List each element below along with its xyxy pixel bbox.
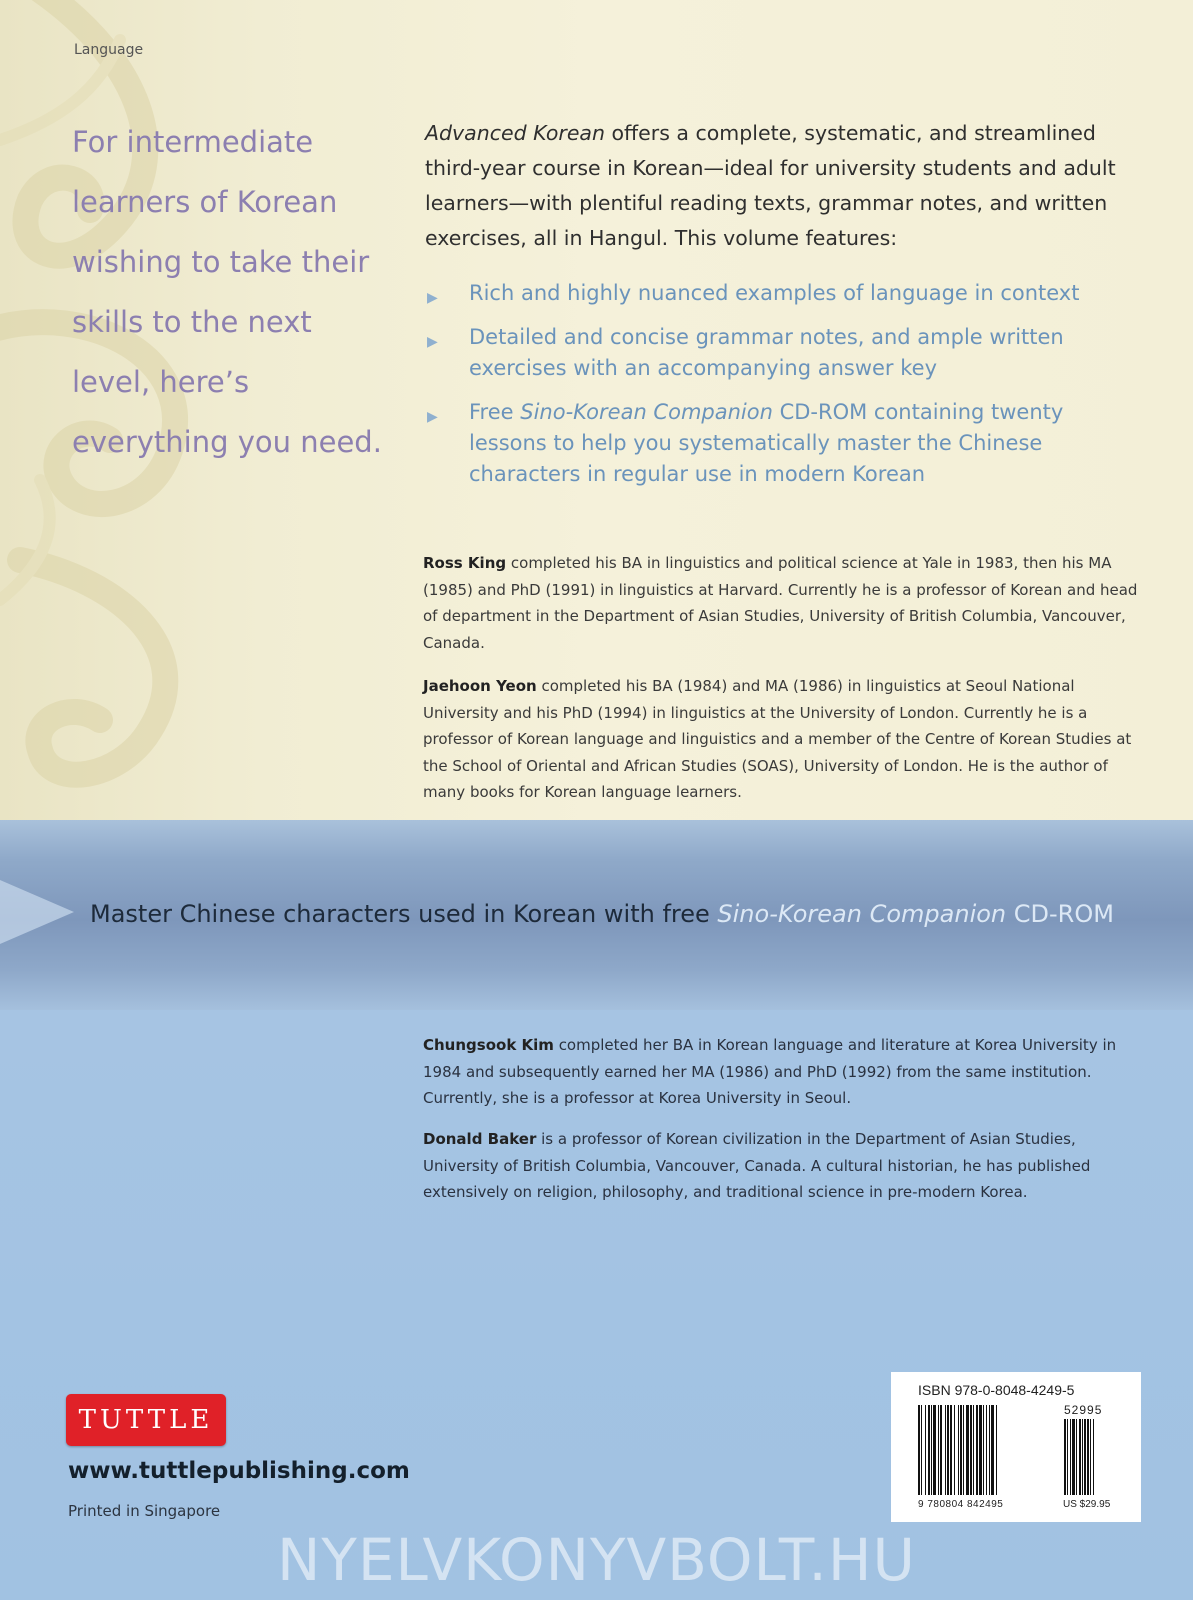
author-bio xyxy=(423,550,1143,656)
author-name: Ross King xyxy=(423,554,507,572)
barcode-bar xyxy=(918,1405,920,1495)
barcode-bar xyxy=(954,1405,955,1495)
intro-text: offers a complete, systematic, and streamlined third-year course in Korean—ideal for university students and adult learners—with plentiful reading texts, grammar notes, and written exercises, all in Hangul. This volume features: xyxy=(425,121,1116,250)
barcode-bar xyxy=(928,1405,930,1495)
intro-paragraph xyxy=(425,116,1135,256)
author-bio xyxy=(423,1126,1143,1206)
triangle-bullet-icon: ▶ xyxy=(427,334,438,350)
feature-text: Free xyxy=(469,400,521,424)
publisher-website[interactable]: www.tuttlepublishing.com xyxy=(68,1458,410,1484)
tagline: For intermediate learners of Korean wishing to take their skills to the next level, here’s everything you need. xyxy=(72,125,382,459)
author-name: Chungsook Kim xyxy=(423,1036,554,1054)
barcode-bar xyxy=(1082,1419,1083,1495)
printed-in: Printed in Singapore xyxy=(68,1502,221,1520)
banner-arrow-icon xyxy=(0,880,74,944)
banner-highlight: CD-ROM xyxy=(1006,900,1114,928)
barcode-bar xyxy=(950,1405,952,1495)
author-name: Donald Baker xyxy=(423,1130,537,1148)
barcode-addon-number: 52995 xyxy=(1064,1403,1103,1417)
price: US $29.95 xyxy=(1063,1499,1111,1510)
barcode-digits: 9 780804 842495 xyxy=(918,1499,1004,1510)
triangle-bullet-icon: ▶ xyxy=(427,290,438,306)
barcode-bar xyxy=(1070,1419,1071,1495)
barcode-bar xyxy=(940,1405,942,1495)
barcode-bar xyxy=(983,1405,984,1495)
barcode-bar xyxy=(1079,1419,1081,1495)
barcode-bar xyxy=(958,1405,959,1495)
barcode-bar xyxy=(960,1405,962,1495)
author-bio-text: completed his BA (1984) and MA (1986) in linguistics at Seoul National University and his PhD (1994) in linguistics at the University of London. Currently he is a professor of Korean language and linguistics and a member of the Centre of Korean Studies at the School of Oriental and African Studies (SOAS), University of London. He is the author of many books for Korean language learners. xyxy=(423,677,1132,801)
feature-emphasis: Sino-Korean Companion xyxy=(520,400,773,424)
feature-item xyxy=(425,278,1135,309)
barcode-bar xyxy=(976,1405,978,1495)
book-title: Advanced Korean xyxy=(425,121,605,145)
barcode-bar xyxy=(1084,1419,1086,1495)
barcode-bar xyxy=(933,1405,936,1495)
banner-highlight: Sino-Korean Companion xyxy=(717,900,1007,928)
barcode-bar xyxy=(938,1405,939,1495)
banner-text xyxy=(90,900,1114,928)
feature-text: Detailed and concise grammar notes, and ample written exercises with an accompanying answer key xyxy=(469,325,1064,380)
barcode-bar xyxy=(921,1405,922,1495)
barcode-bar xyxy=(1087,1419,1089,1495)
barcode-bar xyxy=(996,1405,997,1495)
barcode-bar xyxy=(1064,1419,1066,1495)
barcode-bar xyxy=(1067,1419,1068,1495)
barcode-bar xyxy=(1072,1419,1075,1495)
barcode-bar xyxy=(1090,1419,1091,1495)
author-bio-text: is a professor of Korean civilization in the Department of Asian Studies, University of British Columbia, Vancouver, Canada. A cultural historian, he has published extensively on religion, philosophy, and traditional science in pre-modern Korea. xyxy=(423,1130,1091,1201)
feature-item xyxy=(425,397,1135,490)
barcode-bar xyxy=(963,1405,964,1495)
barcode-bar xyxy=(925,1405,926,1495)
triangle-bullet-icon: ▶ xyxy=(427,409,438,425)
barcode-bar xyxy=(973,1405,974,1495)
author-name: Jaehoon Yeon xyxy=(423,677,537,695)
feature-text: Rich and highly nuanced examples of language in context xyxy=(469,281,1080,305)
feature-list xyxy=(425,278,1135,503)
barcode-bar xyxy=(945,1405,946,1495)
banner-text-main: Master Chinese characters used in Korean with free xyxy=(90,900,718,928)
barcode-bar xyxy=(979,1405,982,1495)
author-bio-text: completed his BA in linguistics and political science at Yale in 1983, then his MA (1985) and PhD (1991) in linguistics at Harvard. Currently he is a professor of Korean and head of department in the Department of Asian Studies, University of British Columbia, Vancouver, Canada. xyxy=(423,554,1138,652)
barcode-bar xyxy=(931,1405,932,1495)
barcode-bar xyxy=(989,1405,990,1495)
barcode-bar xyxy=(991,1405,994,1495)
watermark: NYELVKONYVBOLT.HU xyxy=(277,1526,916,1594)
feature-item xyxy=(425,322,1135,384)
barcode-bar xyxy=(1093,1419,1094,1495)
isbn-number: ISBN 978-0-8048-4249-5 xyxy=(918,1382,1075,1398)
feature-text: CD-ROM containing twenty lessons to help you systematically master the Chinese characters in regular use in modern Korean xyxy=(469,400,1064,486)
barcode-bar xyxy=(986,1405,987,1495)
barcode-icon xyxy=(918,1405,1128,1497)
author-bio xyxy=(423,673,1143,806)
category-label: Language xyxy=(74,42,144,58)
barcode-bar xyxy=(947,1405,949,1495)
barcode-bar xyxy=(1076,1419,1077,1495)
barcode-bar xyxy=(970,1405,972,1495)
author-bio xyxy=(423,1032,1143,1112)
author-bio-text: completed her BA in Korean language and literature at Korea University in 1984 and subsequently earned her MA (1986) and PhD (1992) from the same institution. Currently, she is a professor at Korea University in Seoul. xyxy=(423,1036,1117,1107)
tuttle-logo: TUTTLE xyxy=(66,1394,226,1446)
barcode-bar xyxy=(966,1405,969,1495)
